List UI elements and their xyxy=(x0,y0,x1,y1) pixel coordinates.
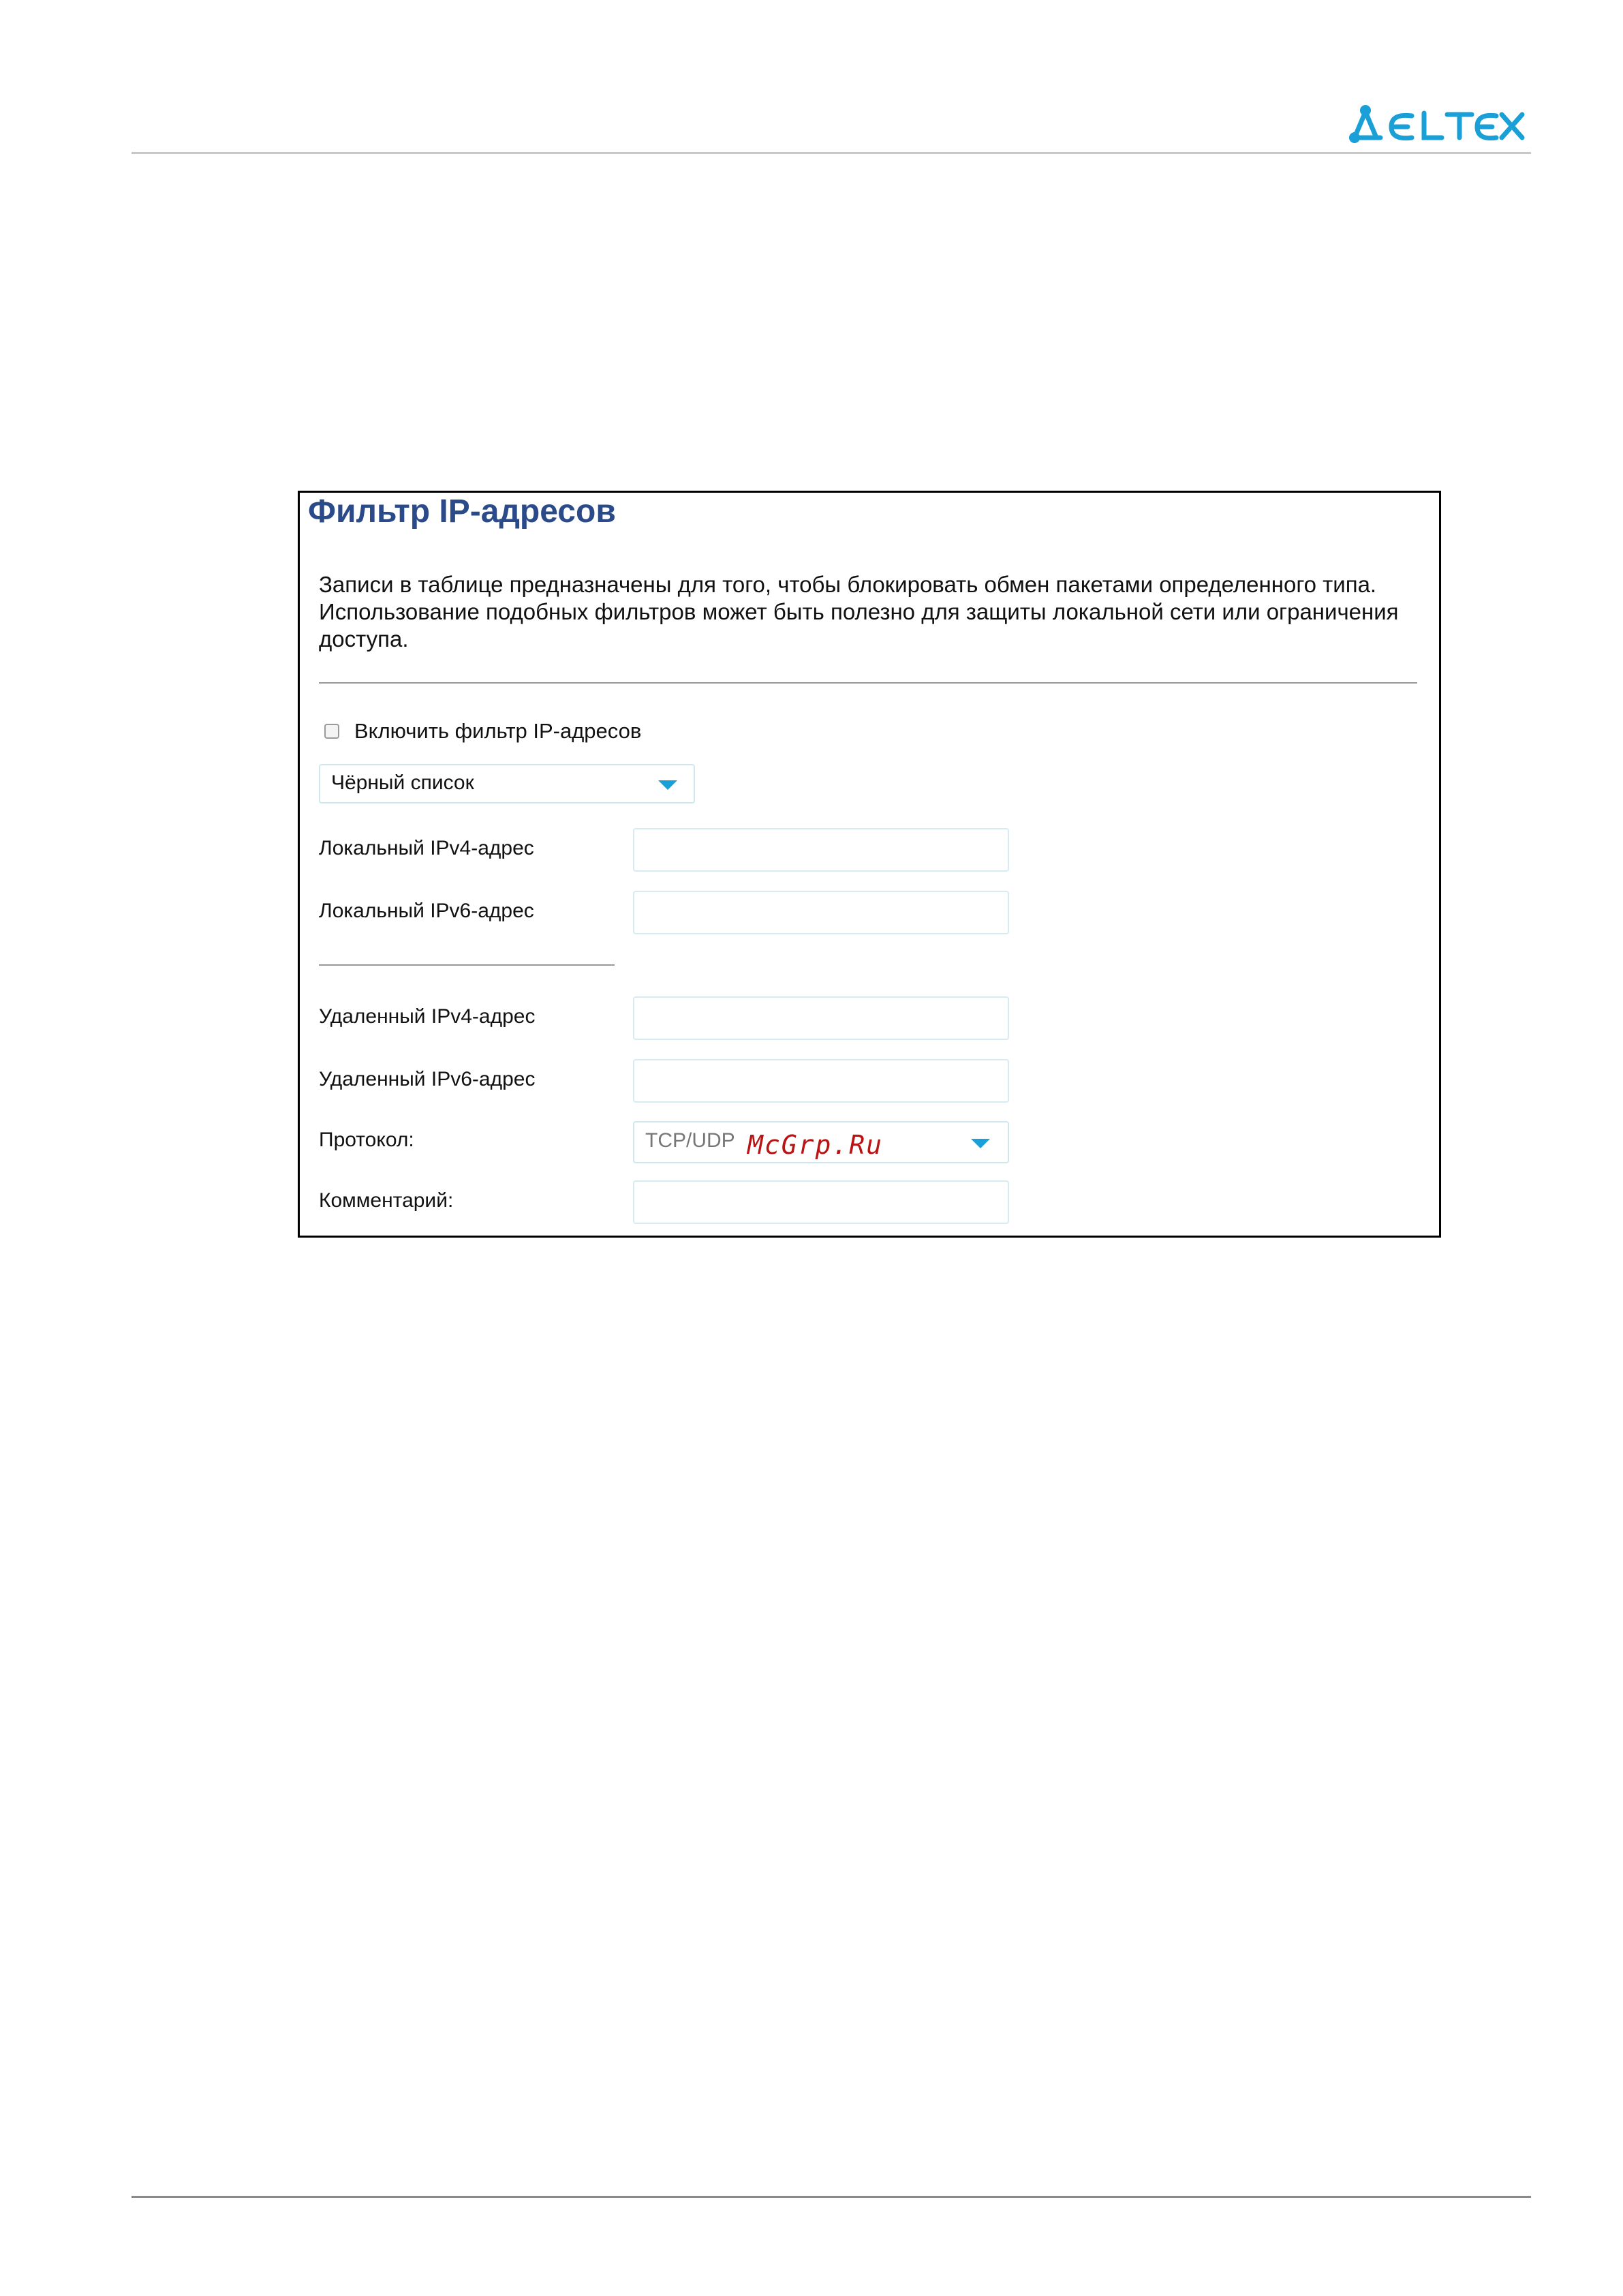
panel-title: Фильтр IP-адресов xyxy=(308,493,616,530)
ip-filter-panel xyxy=(298,491,1441,1238)
header-divider xyxy=(132,152,1531,154)
local-ipv4-label: Локальный IPv4-адрес xyxy=(319,837,534,859)
protocol-value: TCP/UDP xyxy=(645,1129,735,1152)
local-ipv6-input[interactable] xyxy=(633,891,1009,934)
local-ipv6-label: Локальный IPv6-адрес xyxy=(319,900,534,922)
enable-filter-row[interactable] xyxy=(324,719,641,744)
remote-ipv6-label: Удаленный IPv6-адрес xyxy=(319,1068,536,1090)
footer-divider xyxy=(132,2196,1531,2198)
local-remote-divider xyxy=(319,964,615,966)
protocol-label: Протокол: xyxy=(319,1129,414,1151)
section-divider xyxy=(319,682,1417,684)
watermark: McGrp.Ru xyxy=(747,1130,884,1160)
eltex-logo xyxy=(1349,104,1526,144)
comment-input[interactable] xyxy=(633,1180,1009,1224)
enable-filter-checkbox[interactable] xyxy=(324,724,339,739)
remote-ipv4-label: Удаленный IPv4-адрес xyxy=(319,1005,536,1028)
remote-ipv4-input[interactable] xyxy=(633,996,1009,1040)
list-mode-select[interactable] xyxy=(319,764,695,803)
eltex-logo-mark xyxy=(1349,104,1526,144)
list-mode-value: Чёрный список xyxy=(331,771,474,794)
remote-ipv6-input[interactable] xyxy=(633,1059,1009,1103)
panel-description: Записи в таблице предназначены для того, чтобы блокировать обмен пакетами определенного типа. Использование подобных фильтров может быть полезно для защиты локальной сети или ограничения доступа. xyxy=(319,572,1399,652)
local-ipv4-input[interactable] xyxy=(633,828,1009,872)
comment-label: Комментарий: xyxy=(319,1189,454,1212)
chevron-down-icon xyxy=(658,780,677,790)
chevron-down-icon xyxy=(971,1139,990,1148)
enable-filter-label: Включить фильтр IP-адресов xyxy=(354,719,642,743)
